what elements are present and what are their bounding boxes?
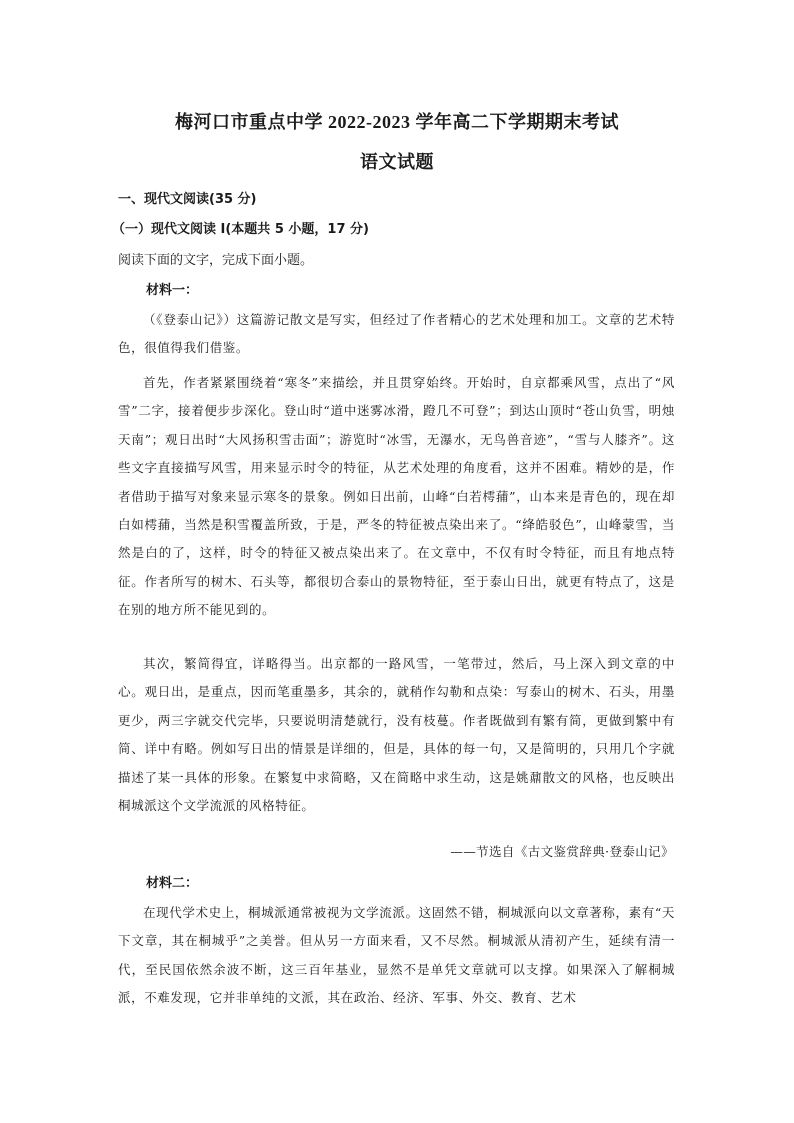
material1-source: ——节选自《古文鉴赏辞典·登泰山记》 xyxy=(450,844,674,859)
material1-paragraph-2: 首先，作者紧紧围绕着“寒冬”来描绘，并且贯穿始终。开始时，自京都乘风雪，点出了“风雪”二字，接着便步步深化。登山时“道中迷雾冰滑，蹬几不可登”；到达山顶时“苍山负雪，明烛天南”；观日出时“大风扬积雪击面”；游览时“冰雪，无瀑水，无鸟兽音迹”，“雪与人膝齐”。这些文字直接描写风雪，用来显示时令的特征，从艺术处理的角度看，这并不困难。精妙的是，作者借助于描写对象来显示寒冬的景象。例如日出前，山峰“白若樗蒱”，山本来是青色的，现在却白如樗蒱，当然是积雪覆盖所致，于是，严冬的特征被点染出来了。“绛皓驳色”，山峰蒙雪，当然是白的了，这样，时令的特征又被点染出来了。在文章中，不仅有时令特征，而且有地点特征。作者所写的树木、石头等，都很切合泰山的景物特征，至于泰山日出，就更有特点了，这是在别的地方所不能见到的。 xyxy=(118,375,675,618)
exam-title: 梅河口市重点中学 2022-2023 学年高二下学期期末考试 xyxy=(175,112,619,132)
material1-label: 材料一： xyxy=(146,283,199,298)
material2-paragraph-1: 在现代学术史上，桐城派通常被视为文学流派。这固然不错，桐城派向以文章著称，素有“天下文章，其在桐城乎”之美誉。但从另一方面来看，又不尽然。桐城派从清初产生，延续有清一代，至民国依然余波不断，这三百年基业，显然不是单凭文章就可以支撑。如果深入了解桐城派，不难发现，它并非单纯的文派，其在政治、经济、军事、外交、教育、艺术 xyxy=(118,905,675,1006)
reading-instruction: 阅读下面的文字，完成下面小题。 xyxy=(118,253,314,268)
material2-label: 材料二： xyxy=(146,876,199,891)
material1-paragraph-3: 其次，繁简得宜，详略得当。出京都的一路风雪，一笔带过，然后，马上深入到文章的中心。观日出，是重点，因而笔重墨多，其余的，就稍作勾勒和点染：写泰山的树木、石头，用墨更少，两三字就交代完毕，只要说明清楚就行，没有枝蔓。作者既做到有繁有简，更做到繁中有简、详中有略。例如写日出的情景是详细的，但是，具体的每一句，又是简明的，只用几个字就描述了某一具体的形象。在繁复中求简略，又在简略中求生动，这是姚鼐散文的风格，也反映出桐城派这个文学流派的风格特征。 xyxy=(118,656,675,814)
section-heading: 一、现代文阅读(35 分) xyxy=(118,192,257,207)
exam-subtitle: 语文试题 xyxy=(360,152,434,172)
sub-section-heading: （一）现代文阅读 I(本题共 5 小题，17 分) xyxy=(112,222,369,237)
material1-paragraph-1: （《登泰山记》）这篇游记散文是写实，但经过了作者精心的艺术处理和加工。文章的艺术特色，很值得我们借鉴。 xyxy=(118,312,675,356)
